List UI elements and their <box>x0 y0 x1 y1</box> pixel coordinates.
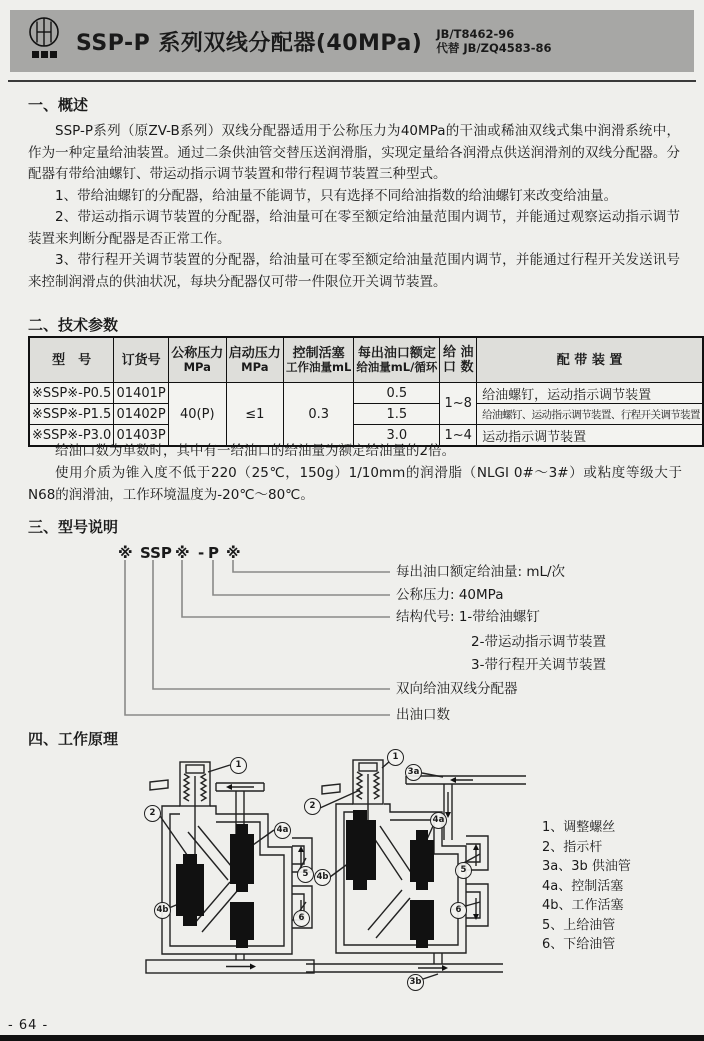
legend-item: 4b、工作活塞 <box>542 898 624 913</box>
spec-notes <box>28 440 682 506</box>
model-cell: ※SSP※-P0.5 <box>29 383 114 404</box>
legend-item: 6、下给油管 <box>542 937 616 952</box>
col-header-ports: 给 油 口 数 <box>440 337 477 383</box>
order-no-cell: 01402P <box>114 404 169 425</box>
callout-lower-oil-pipe: 6 <box>293 910 310 927</box>
principle-heading: 四、工作原理 <box>28 730 119 748</box>
callout-upper-oil-pipe: 5 <box>455 862 472 879</box>
legend-item: 5、上给油管 <box>542 917 616 933</box>
table-row <box>29 404 703 425</box>
col-header-device: 配 带 装 置 <box>477 337 703 383</box>
standard-replaces: 代替 JB/ZQ4583-86 <box>436 41 552 55</box>
overview-heading: 一、概述 <box>28 96 89 114</box>
col-header-order-no: 订货号 <box>114 337 169 383</box>
model-label-structure-3: 3-带行程开关调节装置 <box>471 657 606 673</box>
device-cell: 运动指示调节装置 <box>477 425 703 447</box>
order-no-cell: 01401P <box>114 383 169 404</box>
model-label-structure-2: 2-带运动指示调节装置 <box>471 634 606 650</box>
legend-item: 1、调整螺丝 <box>542 820 616 835</box>
page-number: - 64 - <box>8 1018 49 1033</box>
model-code-diagram <box>86 538 686 738</box>
brand-logo-icon <box>24 15 64 67</box>
model-cell: ※SSP※-P1.5 <box>29 404 114 425</box>
callout-indicator-rod: 2 <box>144 805 161 822</box>
model-cell: ※SSP※-P3.0 <box>29 425 114 447</box>
callout-adjusting-screw: 1 <box>387 749 404 766</box>
principle-diagram-right <box>298 748 528 1010</box>
col-header-start-pressure: 启动压力 MPa <box>226 337 283 383</box>
overview-paragraph: SSP-P系列（原ZV-B系列）双线分配器适用于公称压力为40MPa的干油或稀油双线式集中润滑系统中，作为一种定量给油装置。通过二条供油管交替压送润滑脂，实现定量给各润滑点供送润滑剂的双线分配器。分配器有带给油螺钉、带运动指示调节装置和带行程调节装置三种型式。 <box>28 123 680 182</box>
principle-legend <box>542 818 631 955</box>
model-code-part: P <box>208 544 219 562</box>
model-code-part: ※ <box>226 544 241 562</box>
col-header-control-piston: 控制活塞 工作油量mL <box>284 337 354 383</box>
overview-paragraph: 1、带给油螺钉的分配器，给油量不能调节，只有选择不同给油指数的给油螺钉来改变给油量。 <box>55 187 618 204</box>
legend-item: 4a、控制活塞 <box>542 878 624 894</box>
control-piston-cell: 0.3 <box>284 383 354 447</box>
spec-note: 使用介质为锥入度不低于220（25℃，150g）1/10mm的润滑脂（NLGI 0#～3#）或粘度等级大于N68的润滑油，工作环境温度为-20℃～80℃。 <box>28 465 682 503</box>
col-header-nominal-pressure: 公称压力 MPa <box>168 337 226 383</box>
callout-control-piston: 4a <box>274 822 291 839</box>
callout-control-piston: 4a <box>430 812 447 829</box>
section-overview <box>28 94 680 293</box>
model-heading: 三、型号说明 <box>28 518 119 536</box>
overview-paragraph: 3、带行程开关调节装置的分配器，给油量可在零至额定给油量范围内调节，并能通过行程开关发送讯号来控制润滑点的供油状况，每块分配器仅可带一件限位开关调节装置。 <box>28 252 680 290</box>
legend-item: 2、指示杆 <box>542 839 603 855</box>
callout-indicator-rod: 2 <box>304 798 321 815</box>
model-label-distributor-type: 双向给油双线分配器 <box>396 681 518 697</box>
model-code-part: - <box>198 544 205 562</box>
callout-supply-pipe-b: 3b <box>407 974 424 991</box>
spec-table <box>28 336 704 447</box>
col-header-model: 型 号 <box>29 337 114 383</box>
rated-cell: 3.0 <box>354 425 440 447</box>
standard-codes <box>436 27 551 55</box>
device-cell: 给油螺钉，运动指示调节装置 <box>477 383 703 404</box>
model-code-part: SSP <box>140 544 172 562</box>
table-header-row <box>29 337 703 383</box>
callout-working-piston: 4b <box>154 902 171 919</box>
page-header <box>10 10 694 72</box>
ports-cell: 1~8 <box>440 383 477 425</box>
model-label-outlet-count: 出油口数 <box>396 707 450 723</box>
bottom-border-bar <box>0 1035 704 1041</box>
callout-upper-oil-pipe: 5 <box>297 866 314 883</box>
nominal-pressure-cell: 40(P) <box>168 383 226 447</box>
overview-paragraph: 2、带运动指示调节装置的分配器，给油量可在零至额定给油量范围内调节，并能通过观察运动指示调节装置来判断分配器是否正常工作。 <box>28 209 680 247</box>
device-cell: 给油螺钉、运动指示调节装置、行程开关调节装置 <box>477 404 703 425</box>
model-code-part: ※ <box>118 544 133 562</box>
callout-working-piston: 4b <box>314 869 331 886</box>
model-code-part: ※ <box>175 544 190 562</box>
legend-item: 3a、3b 供油管 <box>542 859 631 874</box>
spec-note: 给油口数为单数时，其中有一给油口的给油量为额定给油量的2倍。 <box>55 443 456 459</box>
model-label-structure-code: 结构代号: 1-带给油螺钉 <box>396 609 540 625</box>
rated-cell: 0.5 <box>354 383 440 404</box>
model-label-outlet-volume: 每出油口额定给油量: mL/次 <box>396 564 566 580</box>
callout-adjusting-screw: 1 <box>230 757 247 774</box>
standard-number: JB/T8462-96 <box>436 27 515 41</box>
rated-cell: 1.5 <box>354 404 440 425</box>
specs-heading: 二、技术参数 <box>28 316 119 334</box>
page-title: SSP-P 系列双线分配器(40MPa) <box>76 30 423 56</box>
ports-cell: 1~4 <box>440 425 477 447</box>
table-row <box>29 383 703 404</box>
callout-lower-oil-pipe: 6 <box>450 902 467 919</box>
header-divider <box>8 80 696 82</box>
start-pressure-cell: ≤1 <box>226 383 283 447</box>
distributor-cross-section-drawing <box>298 748 528 1010</box>
callout-supply-pipe-a: 3a <box>405 764 422 781</box>
model-label-nominal-pressure: 公称压力: 40MPa <box>396 587 504 603</box>
order-no-cell: 01403P <box>114 425 169 447</box>
col-header-rated-delivery: 每出油口额定 给油量mL/循环 <box>354 337 440 383</box>
